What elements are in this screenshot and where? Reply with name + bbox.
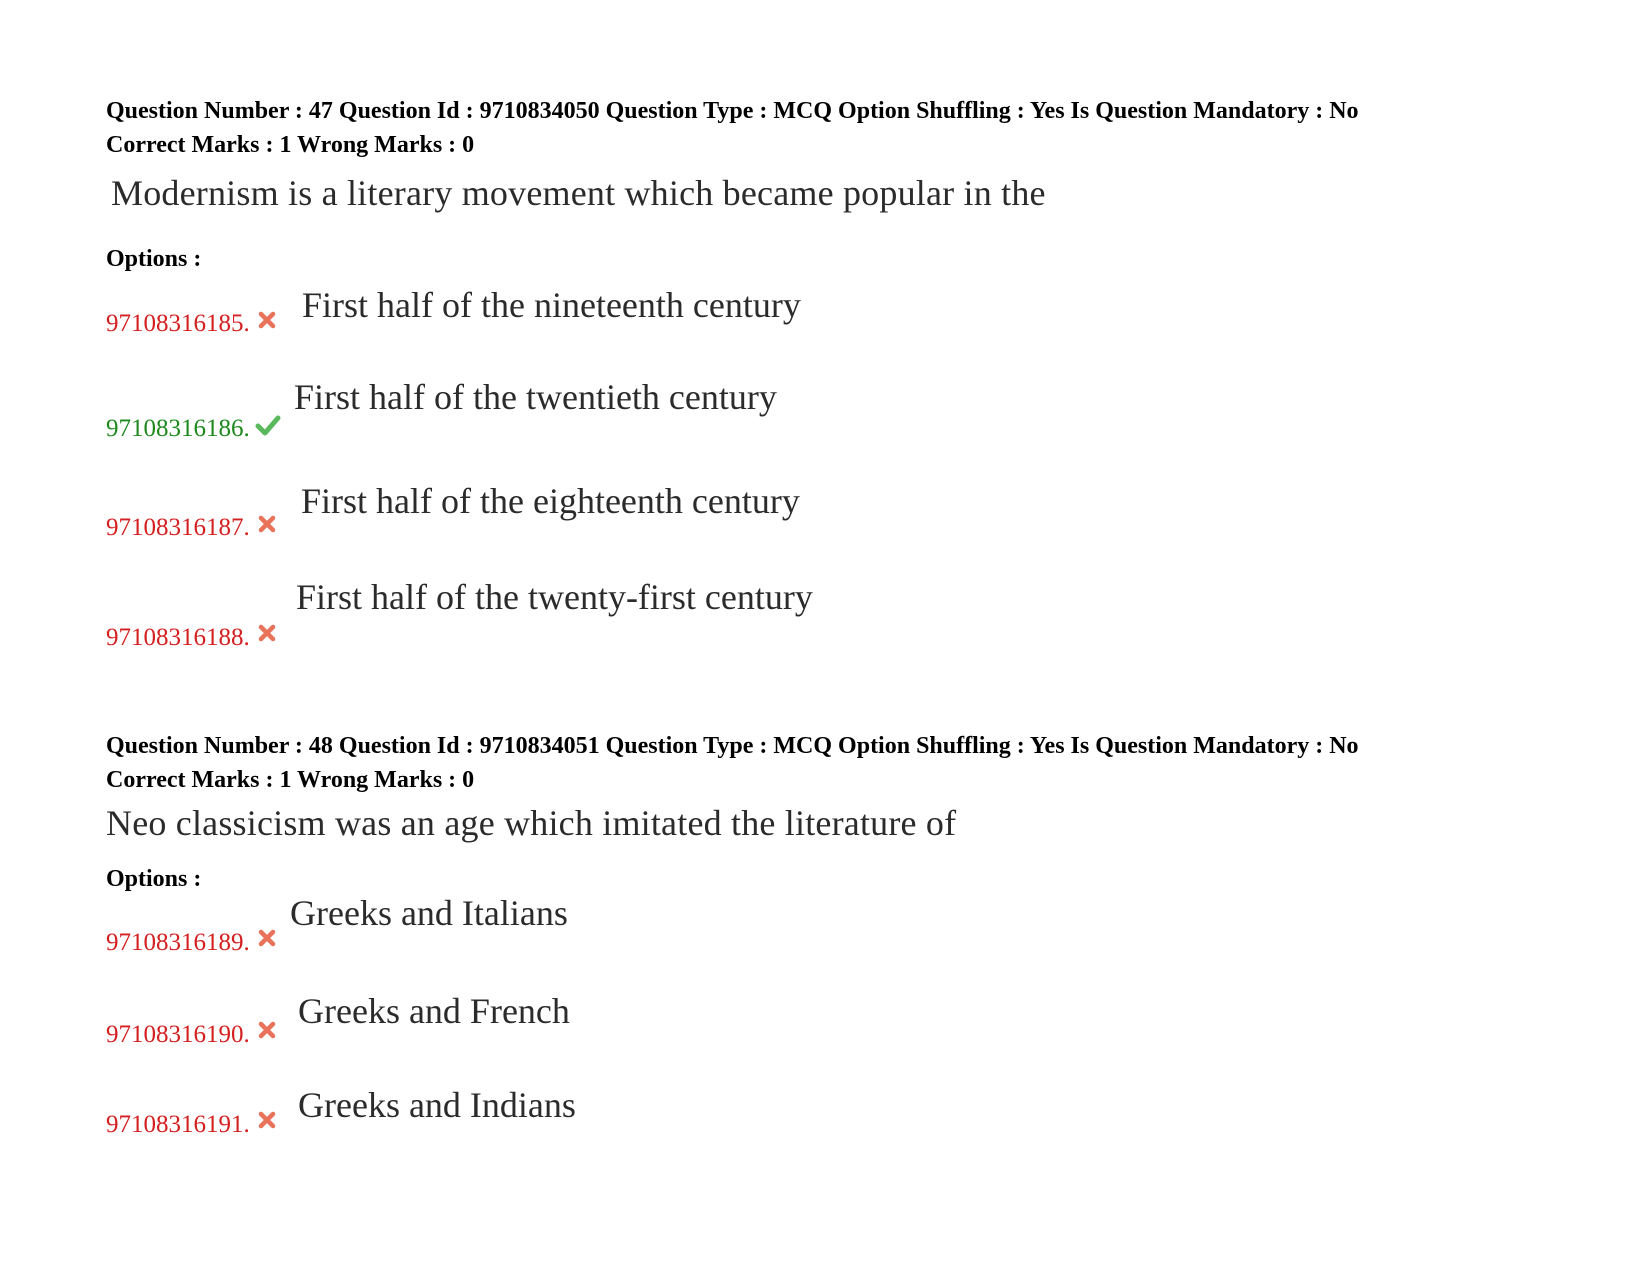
option-id: 97108316189.: [106, 929, 250, 956]
option-text: Greeks and Italians: [290, 893, 568, 933]
option-id: 97108316187.: [106, 514, 250, 541]
option-id: 97108316188.: [106, 624, 250, 651]
option-text: First half of the nineteenth century: [302, 285, 801, 325]
option-id: 97108316186.: [106, 415, 250, 442]
option-id: 97108316190.: [106, 1021, 250, 1048]
cross-icon: [256, 1019, 278, 1041]
question-meta-line1: Question Number : 47 Question Id : 9710834050 Question Type : MCQ Option Shuffling : Yes Is Question Mandatory : No: [106, 98, 1359, 124]
option-text: First half of the eighteenth century: [301, 481, 800, 521]
option-id: 97108316185.: [106, 310, 250, 337]
question-text: Neo classicism was an age which imitated the literature of: [106, 803, 957, 843]
cross-icon: [256, 1109, 278, 1131]
options-label: Options :: [106, 866, 202, 892]
question-meta-line1: Question Number : 48 Question Id : 9710834051 Question Type : MCQ Option Shuffling : Yes Is Question Mandatory : No: [106, 733, 1359, 759]
cross-icon: [256, 622, 278, 644]
cross-icon: [256, 513, 278, 535]
question-text: Modernism is a literary movement which became popular in the: [111, 173, 1046, 213]
option-text: Greeks and Indians: [298, 1085, 576, 1125]
option-text: First half of the twentieth century: [294, 377, 777, 417]
option-text: First half of the twenty-first century: [296, 577, 813, 617]
cross-icon: [256, 927, 278, 949]
options-label: Options :: [106, 246, 202, 272]
check-icon: [255, 414, 281, 436]
option-text: Greeks and French: [298, 991, 570, 1031]
question-meta-line2: Correct Marks : 1 Wrong Marks : 0: [106, 132, 475, 158]
cross-icon: [256, 309, 278, 331]
option-id: 97108316191.: [106, 1111, 250, 1138]
question-meta-line2: Correct Marks : 1 Wrong Marks : 0: [106, 767, 475, 793]
